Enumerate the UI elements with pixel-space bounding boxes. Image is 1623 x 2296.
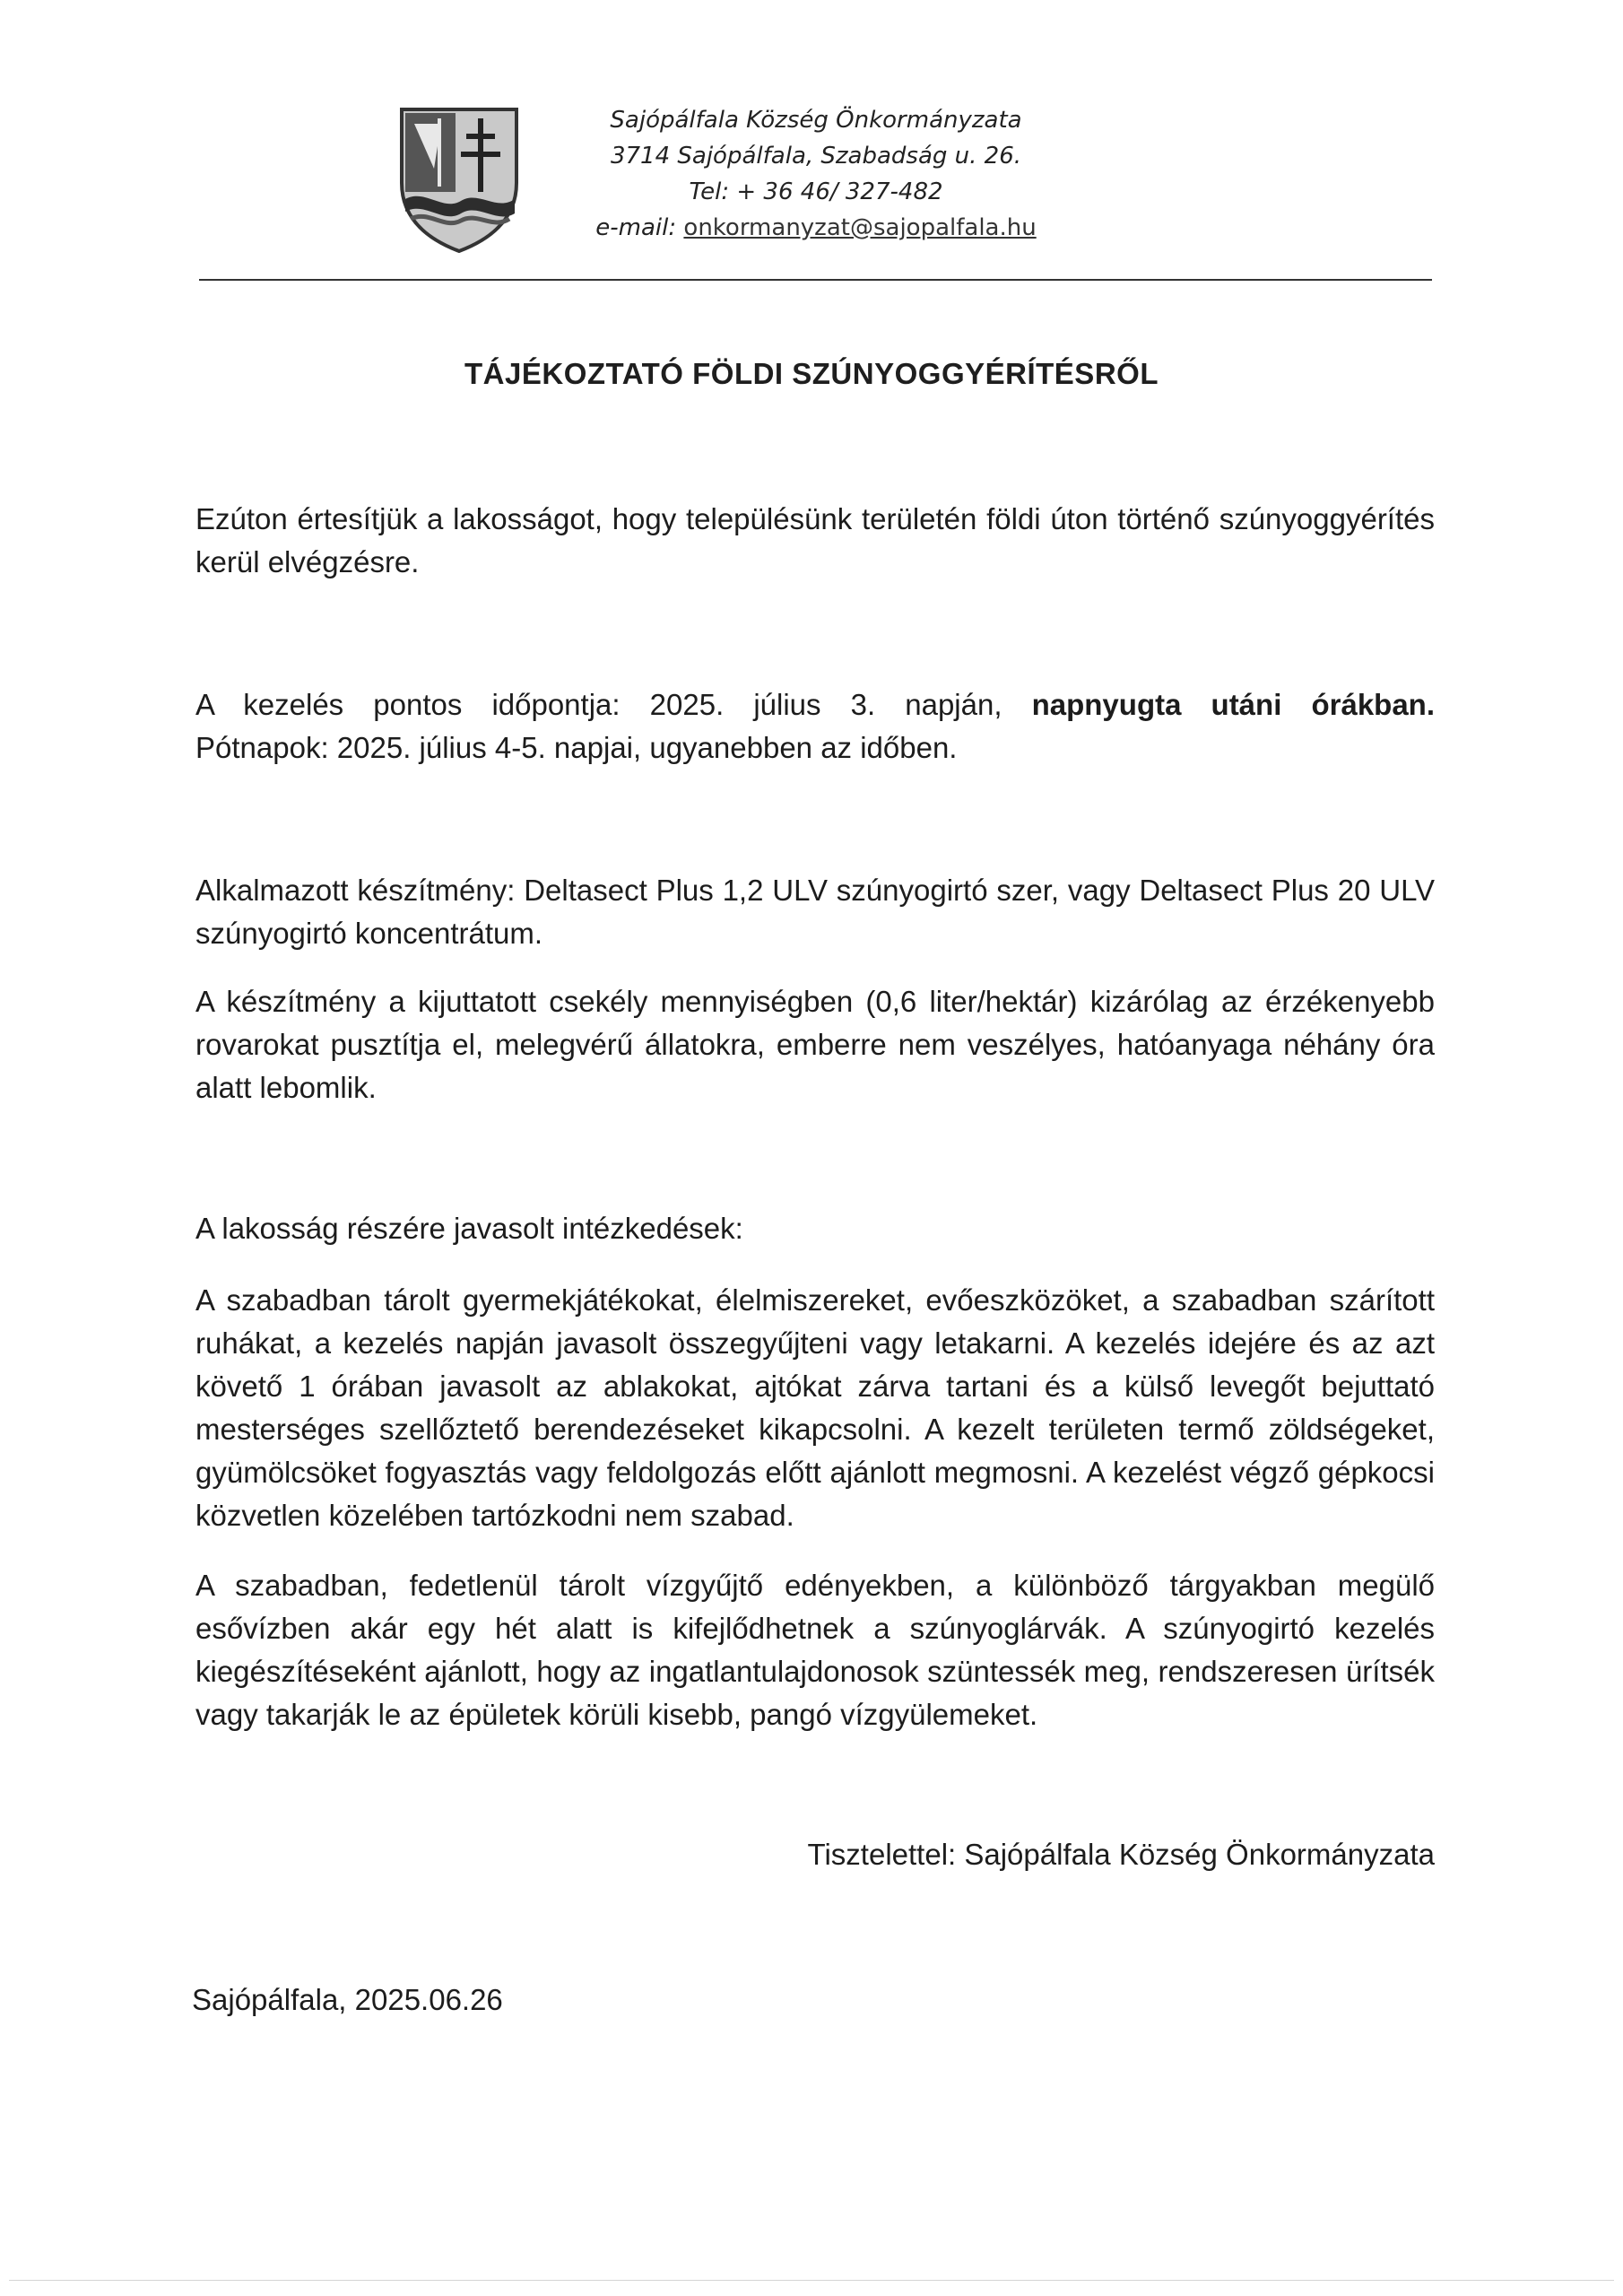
document-title: TÁJÉKOZTATÓ FÖLDI SZÚNYOGGYÉRÍTÉSRŐL: [464, 357, 1159, 390]
org-email-line: [547, 210, 1085, 246]
intro-paragraph: Ezúton értesítjük a lakosságot, hogy településünk területén földi úton történő szúnyoggyérítés kerül elvégzésre.: [195, 502, 1435, 578]
measures-heading: A lakosság részére javasolt intézkedések:: [195, 1212, 743, 1245]
letterhead: [547, 102, 1085, 246]
product-paragraph: Alkalmazott készítmény: Deltasect Plus 1,2 ULV szúnyogirtó szer, vagy Deltasect Plus 20 ULV szúnyogirtó koncentrátum.: [195, 874, 1435, 950]
schedule-time: napnyugta utáni órákban.: [1031, 688, 1436, 721]
document-date: Sajópálfala, 2025.06.26: [192, 1983, 503, 2016]
email-link[interactable]: onkormanyzat@sajopalfala.hu: [683, 214, 1037, 241]
product-info-paragraph: A készítmény a kijuttatott csekély mennyiségben (0,6 liter/hektár) kizárólag az érzékenyebb rovarokat pusztítja el, melegvérű állatokra, emberre nem veszélyes, hatóanyaga néhány óra alatt lebomlik.: [195, 985, 1435, 1104]
water-paragraph: A szabadban, fedetlenül tárolt vízgyűjtő edényekben, a különböző tárgyakban megülő esővízben akár egy hét alatt is kifejlődhetnek a szúnyoglárvák. A szúnyogirtó kezelés kiegészítéseként ajánlott, hogy az ingatlantulajdonosok szüntessék meg, rendszeresen ürítsék vagy takarják le az épületek körüli kisebb, pangó vízgyülemeket.: [195, 1569, 1435, 1731]
closing-signature: Tisztelettel: Sajópálfala Község Önkormányzata: [807, 1838, 1435, 1871]
schedule-line: [195, 683, 1435, 726]
header-divider: [199, 279, 1432, 281]
coat-of-arms-icon: [398, 106, 520, 255]
scan-edge-line: [9, 2280, 1614, 2281]
org-phone: Tel: + 36 46/ 327-482: [689, 178, 943, 205]
org-name: Sajópálfala Község Önkormányzata: [610, 107, 1022, 134]
email-label: e-mail:: [595, 214, 677, 241]
org-address: 3714 Sajópálfala, Szabadság u. 26.: [610, 143, 1022, 170]
schedule-text: A kezelés pontos időpontja: 2025. július 3. napján,: [195, 688, 1002, 721]
backup-days: Pótnapok: 2025. július 4-5. napjai, ugyanebben az időben.: [195, 731, 958, 764]
measures-paragraph: A szabadban tárolt gyermekjátékokat, élelmiszereket, evőeszközöket, a szabadban szárított ruhákat, a kezelés napján javasolt összegyűjteni vagy letakarni. A kezelés idejére és az azt követő 1 órában javasolt az ablakokat, ajtókat zárva tartani és a külső levegőt bejuttató mesterséges szellőztető berendezéseket kikapcsolni. A kezelt területen termő zöldségeket, gyümölcsöket fogyasztás vagy feldolgozás előtt ajánlott megmosni. A kezelést végző gépkocsi közvetlen közelében tartózkodni nem szabad.: [195, 1283, 1435, 1532]
